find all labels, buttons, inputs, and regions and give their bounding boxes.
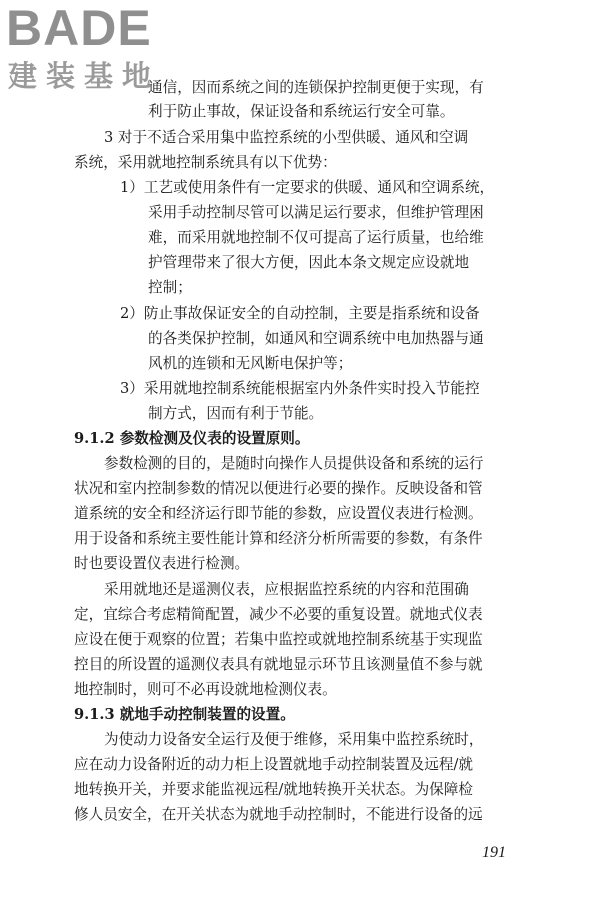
logo-subtitle: 建装基地: [8, 59, 161, 93]
text-line: 地控制时，则可不必再设就地检测仪表。: [74, 681, 337, 698]
text-line: 地转换开关，并要求能监视远程/就地转换开关状态。为保障检: [74, 781, 473, 798]
list-item-2: 2）防止事故保证安全的自动控制，主要是指系统和设备: [120, 305, 480, 322]
text-line: 利于防止事故，保证设备和系统运行安全可靠。: [148, 103, 455, 120]
text-line: 制方式，因而有利于节能。: [148, 405, 324, 422]
section-heading-9-1-3: 9.1.3 就地手动控制装置的设置。: [74, 706, 295, 723]
text-line: 应在动力设备附近的动力柜上设置就地手动控制装置及远程/就: [74, 756, 473, 773]
text-line: 采用手动控制尽管可以满足运行要求，但维护管理困: [148, 204, 484, 221]
text-line: 护管理带来了很大方便，因此本条文规定应设就地: [148, 254, 470, 271]
text-line: 状况和室内控制参数的情况以便进行必要的操作。反映设备和管: [74, 480, 483, 497]
text-line: 采用就地还是遥测仪表，应根据监控系统的内容和范围确: [104, 581, 469, 598]
text-line: 3 对于不适合采用集中监控系统的小型供暖、通风和空调: [104, 129, 469, 146]
text-line: 道系统的安全和经济运行即节能的参数，应设置仪表进行检测。: [74, 505, 483, 522]
list-item-1: 1）工艺或使用条件有一定要求的供暖、通风和空调系统，: [120, 179, 495, 196]
text-line: 时也要设置仪表进行检测。: [74, 555, 250, 572]
text-line: 修人员安全，在开关状态为就地手动控制时，不能进行设备的远: [74, 806, 483, 823]
text-line: 控目的所设置的遥测仪表具有就地显示环节且该测量值不参与就: [74, 656, 483, 673]
logo-wordmark: BADE: [6, 0, 152, 56]
text-line: 系统，采用就地控制系统具有以下优势：: [74, 154, 337, 171]
text-line: 参数检测的目的，是随时向操作人员提供设备和系统的运行: [104, 455, 484, 472]
text-line: 用于设备和系统主要性能计算和经济分析所需要的参数，有条件: [74, 530, 483, 547]
text-line: 通信，因而系统之间的连锁保护控制更便于实现，有: [148, 79, 484, 96]
text-line: 难，而采用就地控制不仅可提高了运行质量，也给维: [148, 229, 484, 246]
list-item-3: 3）采用就地控制系统能根据室内外条件实时投入节能控: [120, 380, 480, 397]
text-line: 控制；: [148, 279, 192, 296]
text-line: 应设在便于观察的位置；若集中监控或就地控制系统基于实现监: [74, 631, 483, 648]
page-number: 191: [482, 844, 506, 861]
text-line: 风机的连锁和无风断电保护等；: [148, 355, 353, 372]
text-line: 定，宜综合考虑精简配置，减少不必要的重复设置。就地式仪表: [74, 606, 483, 623]
text-line: 的各类保护控制，如通风和空调系统中电加热器与通: [148, 330, 484, 347]
section-heading-9-1-2: 9.1.2 参数检测及仪表的设置原则。: [74, 430, 310, 447]
text-line: 为使动力设备安全运行及便于维修，采用集中监控系统时，: [104, 731, 484, 748]
